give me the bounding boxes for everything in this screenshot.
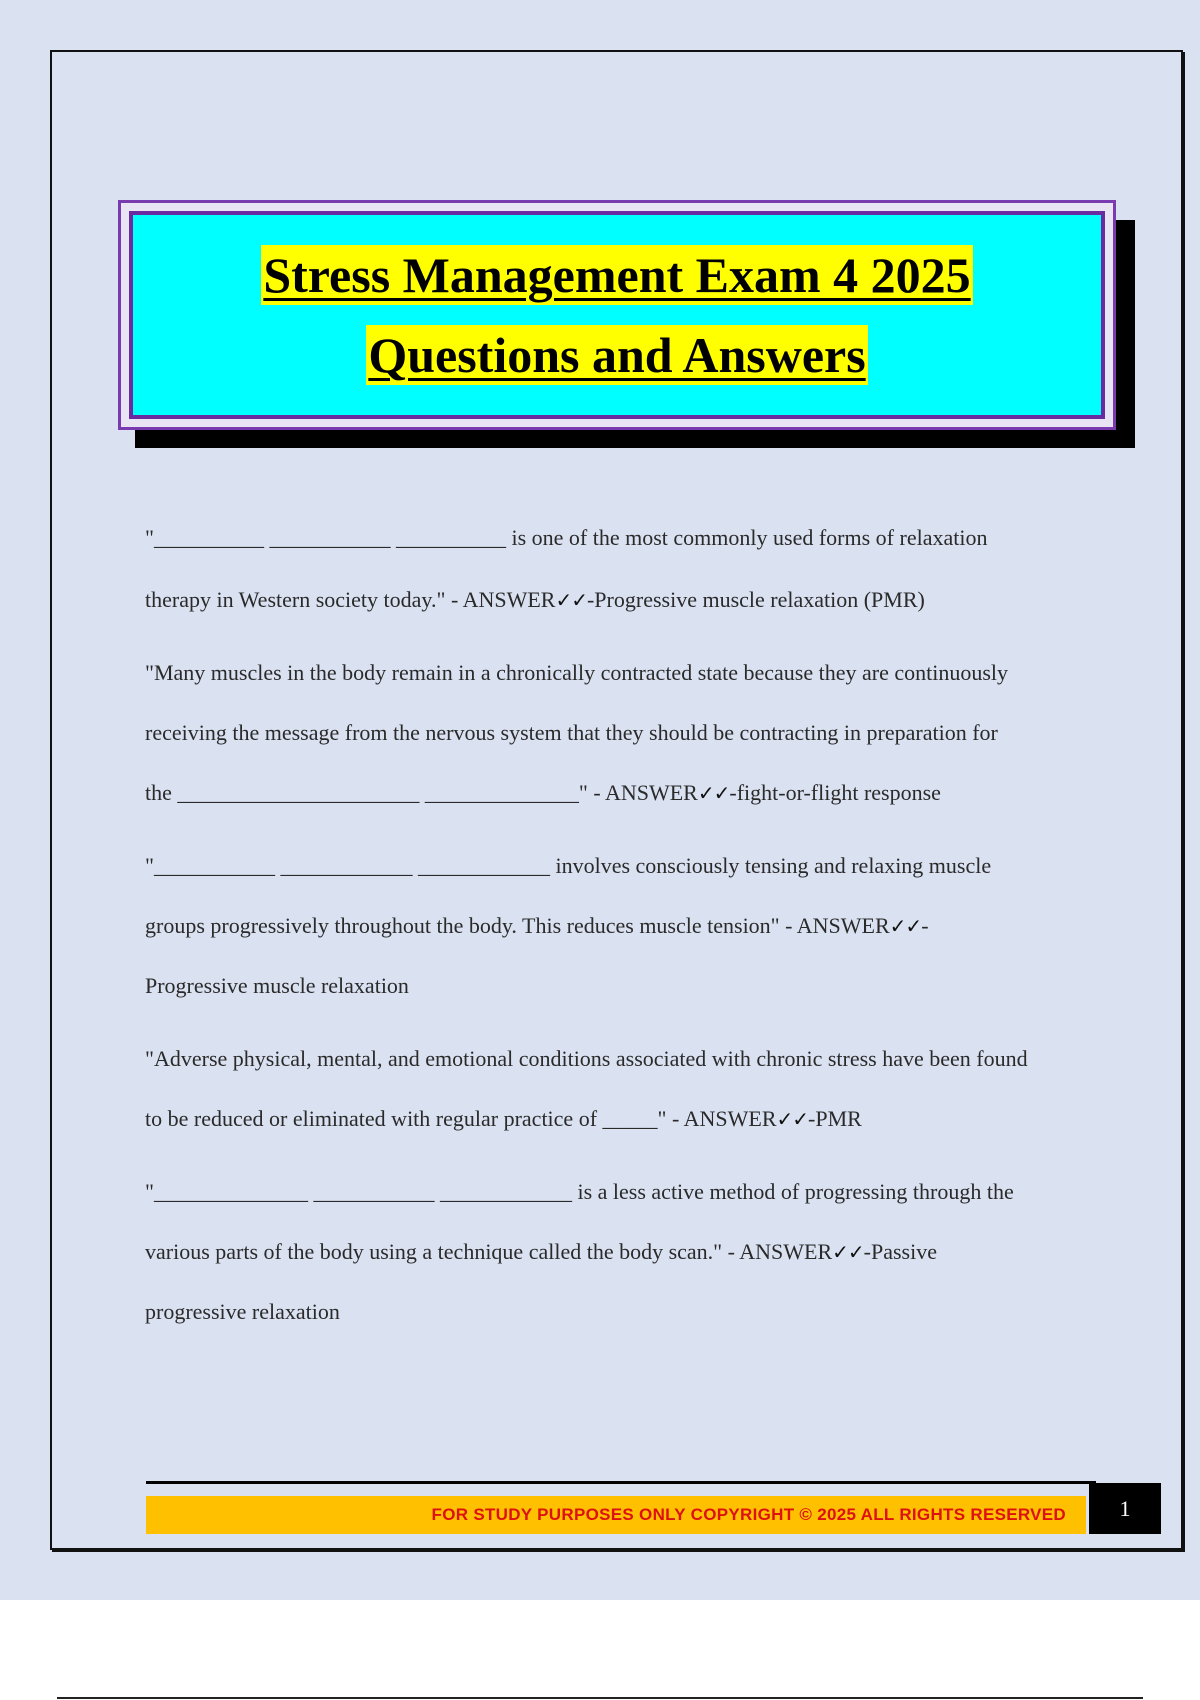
check-marks-icon: ✓✓ [889,914,922,938]
answer-text: -Passive [863,1239,937,1264]
document-title-line-1: Stress Management Exam 4 2025 [263,247,971,303]
qa-item [145,1162,1095,1342]
question-line [145,896,1095,956]
answer-text: - [921,913,929,938]
check-marks-icon: ✓✓ [776,1107,809,1131]
title-box [118,200,1116,430]
qa-item [145,508,1095,630]
check-marks-icon: ✓✓ [832,1240,864,1264]
question-text: groups progressively throughout the body. This reduces muscle tension" - ANSWER [145,913,890,938]
question-text: to be reduced or eliminated with regular practice of _____" - ANSWER [145,1106,777,1131]
qa-item [145,836,1095,1016]
page-number: 1 [1089,1483,1161,1534]
answer-continuation: progressive relaxation [145,1299,340,1324]
question-line [145,1089,1095,1149]
question-line: "__________ ___________ __________ is one of the most commonly used forms of relaxation [145,525,988,550]
qa-list [145,508,1095,1355]
answer-text: -Progressive muscle relaxation (PMR) [586,587,925,612]
answer-text: -PMR [808,1106,862,1131]
footer-rule [146,1481,1096,1484]
document-title-line-2: Questions and Answers [368,327,866,383]
check-marks-icon: ✓✓ [555,588,587,612]
question-line: "___________ ____________ ____________ involves consciously tensing and relaxing muscle [145,853,992,878]
footer-bar [146,1496,1086,1534]
question-text: the ______________________ ______________" - ANSWER [145,780,698,805]
answer-text: -fight-or-flight response [729,780,941,805]
footer-copyright-text: FOR STUDY PURPOSES ONLY COPYRIGHT © 2025 ALL RIGHTS RESERVED [431,1505,1066,1524]
question-line: "Adverse physical, mental, and emotional conditions associated with chronic stress have been found [145,1046,1028,1071]
qa-item [145,1029,1095,1149]
question-line: "______________ ___________ ____________ is a less active method of progressing through the [145,1179,1014,1204]
question-line [145,1222,1095,1282]
question-line [145,763,1095,823]
qa-item [145,643,1095,823]
question-line: "Many muscles in the body remain in a chronically contracted state because they are continuously [145,660,1009,685]
bottom-divider [57,1697,1143,1699]
question-line [145,570,1095,630]
question-text: therapy in Western society today." - ANSWER [145,587,556,612]
check-marks-icon: ✓✓ [697,781,730,805]
answer-continuation: Progressive muscle relaxation [145,973,409,998]
question-text: various parts of the body using a technique called the body scan." - ANSWER [145,1239,833,1264]
question-line: receiving the message from the nervous system that they should be contracting in preparation for [145,720,998,745]
title-box-inner [129,211,1105,419]
